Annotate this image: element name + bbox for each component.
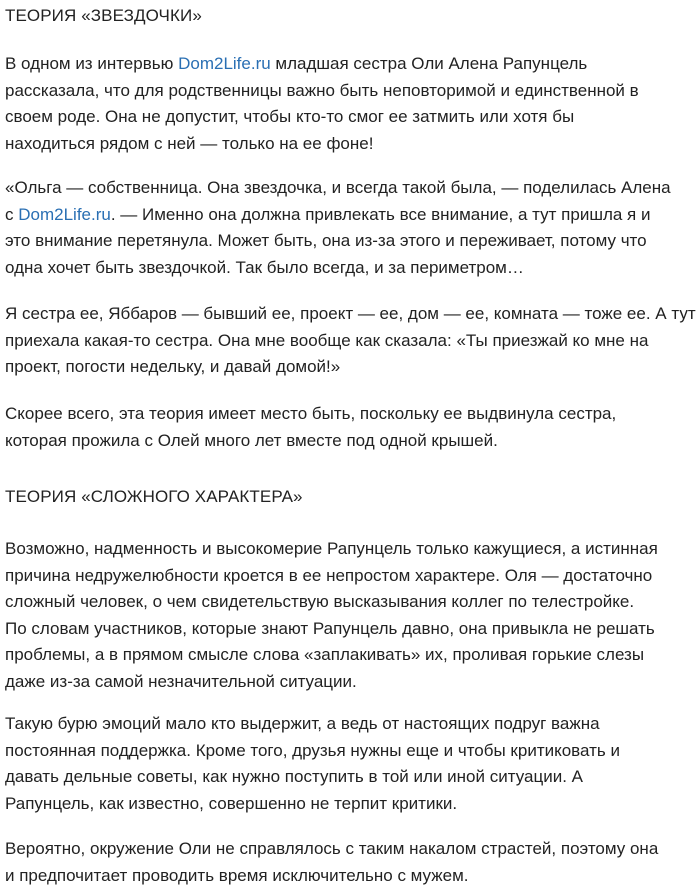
paragraph-intro [5, 51, 695, 157]
dom2life-link[interactable]: Dom2Life.ru [178, 54, 271, 73]
paragraph-friends [5, 711, 695, 817]
paragraph-line: своем роде. Она не допустит, чтобы кто-то смог ее затмить или хотя бы [5, 107, 575, 126]
paragraph-line: Такую бурю эмоций мало кто выдержит, а ведь от настоящих подруг важна [5, 714, 600, 733]
paragraph-line: находиться рядом с ней — только на ее фоне! [5, 133, 374, 153]
paragraph-quote-start [5, 175, 695, 281]
paragraph-line [5, 51, 695, 78]
paragraph-line: Возможно, надменность и высокомерие Рапунцель только кажущиеся, а истинная [5, 539, 658, 558]
paragraph-line: даже из-за самой незначительной ситуации. [5, 671, 357, 691]
paragraph-line: Рапунцель, как известно, совершенно не терпит критики. [5, 793, 458, 813]
paragraph-quote-end [5, 301, 695, 381]
dom2life-link[interactable]: Dom2Life.ru [18, 204, 111, 224]
paragraph-line: которая прожила с Олей много лет вместе под одной крышей. [5, 430, 498, 450]
paragraph-theory-conclusion [5, 401, 695, 454]
paragraph-character [5, 536, 695, 695]
text-fragment: . — Именно она должна привлекать все внимание, а тут пришла я и [110, 204, 651, 224]
paragraph-line: проект, погости недельку, и давай домой!» [5, 357, 341, 376]
section-heading-star-theory: ТЕОРИЯ «ЗВЕЗДОЧКИ» [5, 6, 202, 25]
paragraph-line: одна хочет быть звездочкой. Так было всегда, и за периметром… [5, 257, 524, 277]
text-fragment: с [5, 204, 19, 224]
paragraph-line: Скорее всего, эта теория имеет место быть, поскольку ее выдвинула сестра, [5, 404, 617, 423]
paragraph-line: это внимание перетянула. Может быть, она из-за этого и переживает, потому что [5, 231, 647, 250]
paragraph-line: «Ольга — собственница. Она звездочка, и всегда такой была, — поделилась Алена [5, 178, 671, 197]
paragraph-closing [5, 836, 695, 889]
paragraph-line: Я сестра ее, Яббаров — бывший ее, проект — ее, дом — ее, комната — тоже ее. А тут [5, 304, 696, 323]
paragraph-line: давать дельные советы, как нужно поступить в той или иной ситуации. А [5, 767, 583, 786]
paragraph-line: и предпочитает проводить время исключительно с мужем. [5, 865, 469, 885]
paragraph-line: Вероятно, окружение Оли не справлялось с таким накалом страстей, поэтому она [5, 839, 659, 858]
paragraph-line: По словам участников, которые знают Рапунцель давно, она привыкла не решать [5, 618, 655, 638]
paragraph-line: причина недружелюбности кроется в ее непростом характере. Оля — достаточно [5, 565, 653, 585]
text-fragment: В одном из интервью [5, 54, 179, 73]
text-fragment: младшая сестра Оли Алена Рапунцель [270, 54, 588, 73]
paragraph-line: сложный человек, о чем свидетельствую высказывания коллег по телестройке. [5, 592, 635, 611]
paragraph-line [5, 202, 695, 229]
paragraph-line: постоянная поддержка. Кроме того, друзья нужны еще и чтобы критиковать и [5, 740, 620, 760]
paragraph-line: рассказала, что для родственницы важно быть неповторимой и единственной в [5, 80, 639, 100]
paragraph-line: приехала какая-то сестра. Она мне вообще как сказала: «Ты приезжай ко мне на [5, 330, 649, 350]
section-heading-character-theory: ТЕОРИЯ «СЛОЖНОГО ХАРАКТЕРА» [5, 487, 303, 506]
paragraph-line: проблемы, а в прямом смысле слова «заплакивать» их, проливая горькие слезы [5, 645, 645, 664]
